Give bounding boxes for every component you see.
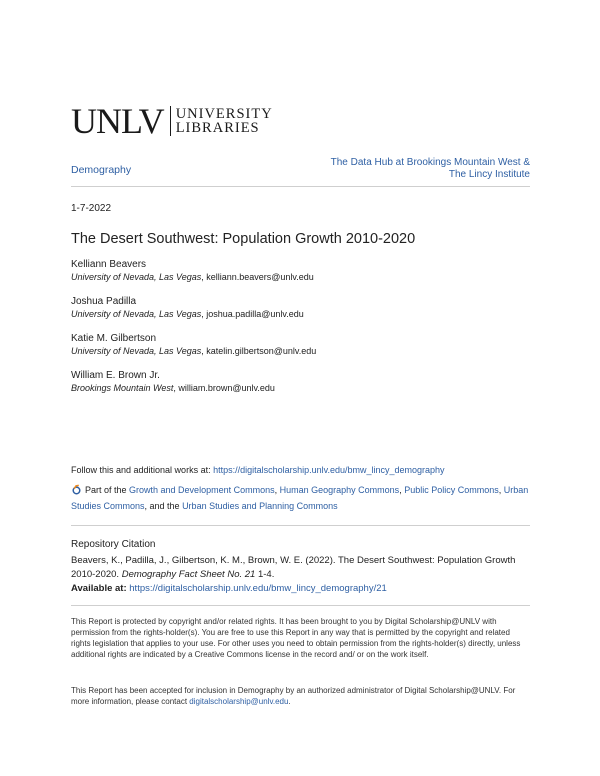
commons-link-human-geography[interactable]: Human Geography Commons [279, 485, 400, 495]
collection-url-link[interactable]: https://digitalscholarship.unlv.edu/bmw_lincy_demography [213, 465, 445, 475]
commons-link-public-policy[interactable]: Public Policy Commons [404, 485, 499, 495]
author-name: Joshua Padilla [71, 296, 137, 307]
logo-sub-text [176, 107, 273, 135]
follow-text: Follow this and additional works at: [71, 465, 214, 475]
acceptance-end: . [288, 697, 291, 706]
author-name: Kelliann Beavers [71, 259, 147, 270]
item-url-link[interactable]: https://digitalscholarship.unlv.edu/bmw_lincy_demography/21 [129, 583, 387, 594]
acceptance-text: This Report has been accepted for inclusion in Demography by an authorized administrator of Digital Scholarship@UNLV. For more information, please contact [71, 686, 516, 706]
citation-main: Beavers, K., Padilla, J., Gilbertson, K. M., Brown, W. E. (2022). The Desert Southwest: Population Growth 2010-2020. [71, 555, 516, 580]
author-entry [71, 370, 275, 394]
document-title: The Desert Southwest: Population Growth 2010-2020 [71, 231, 416, 247]
author-name: Katie M. Gilbertson [71, 333, 157, 344]
separator: , [399, 485, 405, 495]
citation-text [71, 554, 531, 596]
author-email: , kelliann.beavers@unlv.edu [201, 272, 314, 282]
commons-link-urban-planning[interactable]: Urban Studies and Planning Commons [182, 501, 338, 511]
source-line-2[interactable]: The Lincy Institute [448, 169, 530, 180]
author-name: William E. Brown Jr. [71, 370, 160, 381]
source-link[interactable] [290, 157, 530, 181]
author-entry [71, 333, 316, 357]
part-of-prefix: Part of the [85, 485, 130, 495]
separator-and: , and the [144, 501, 183, 511]
unlv-libraries-logo [71, 101, 273, 141]
section-divider [71, 605, 530, 606]
part-of-commons [71, 482, 531, 514]
available-label: Available at: [71, 583, 130, 594]
rights-statement: This Report is protected by copyright and/or related rights. It has been brought to you by Digital Scholarship@UNLV with permission from the rights-holder(s). You are free to use this Report in any way that is permitted by the copyright and related rights legislation that applies to your use. For other uses you need to obtain permission from the rights-holder(s) directly, unless additional rights are indicated by a Creative Commons license in the record and/ or on the work itself. [71, 617, 521, 659]
logo-line-2: LIBRARIES [175, 120, 260, 136]
citation-series: Demography Fact Sheet No. 21 [121, 569, 256, 580]
follow-line [71, 463, 531, 477]
separator: , [498, 485, 504, 495]
author-affiliation: University of Nevada, Las Vegas [71, 272, 202, 282]
open-access-icon [71, 484, 82, 495]
author-email: , joshua.padilla@unlv.edu [201, 309, 304, 319]
separator: , [274, 485, 280, 495]
logo-divider [170, 106, 171, 136]
author-affiliation: University of Nevada, Las Vegas [71, 346, 202, 356]
section-divider [71, 525, 530, 526]
acceptance-statement [71, 685, 531, 707]
citation-pages: 1-4. [255, 569, 275, 580]
publication-date: 1-7-2022 [71, 203, 112, 214]
author-email: , william.brown@unlv.edu [173, 383, 275, 393]
repository-citation-heading: Repository Citation [71, 539, 156, 550]
author-affiliation: University of Nevada, Las Vegas [71, 309, 202, 319]
logo-line-1: UNIVERSITY [175, 106, 273, 122]
author-entry [71, 296, 304, 320]
series-link[interactable]: Demography [71, 164, 132, 176]
author-entry [71, 259, 314, 283]
commons-link-growth[interactable]: Growth and Development Commons [129, 485, 275, 495]
contact-email-link[interactable]: digitalscholarship@unlv.edu [189, 697, 289, 706]
author-affiliation: Brookings Mountain West [71, 383, 174, 393]
commons-link-urban-studies[interactable]: Urban Studies Commons [71, 485, 529, 511]
logo-main-text: UNLV [71, 101, 164, 141]
source-line-1[interactable]: The Data Hub at Brookings Mountain West & [330, 157, 530, 168]
author-email: , katelin.gilbertson@unlv.edu [201, 346, 317, 356]
header-divider [71, 186, 530, 187]
